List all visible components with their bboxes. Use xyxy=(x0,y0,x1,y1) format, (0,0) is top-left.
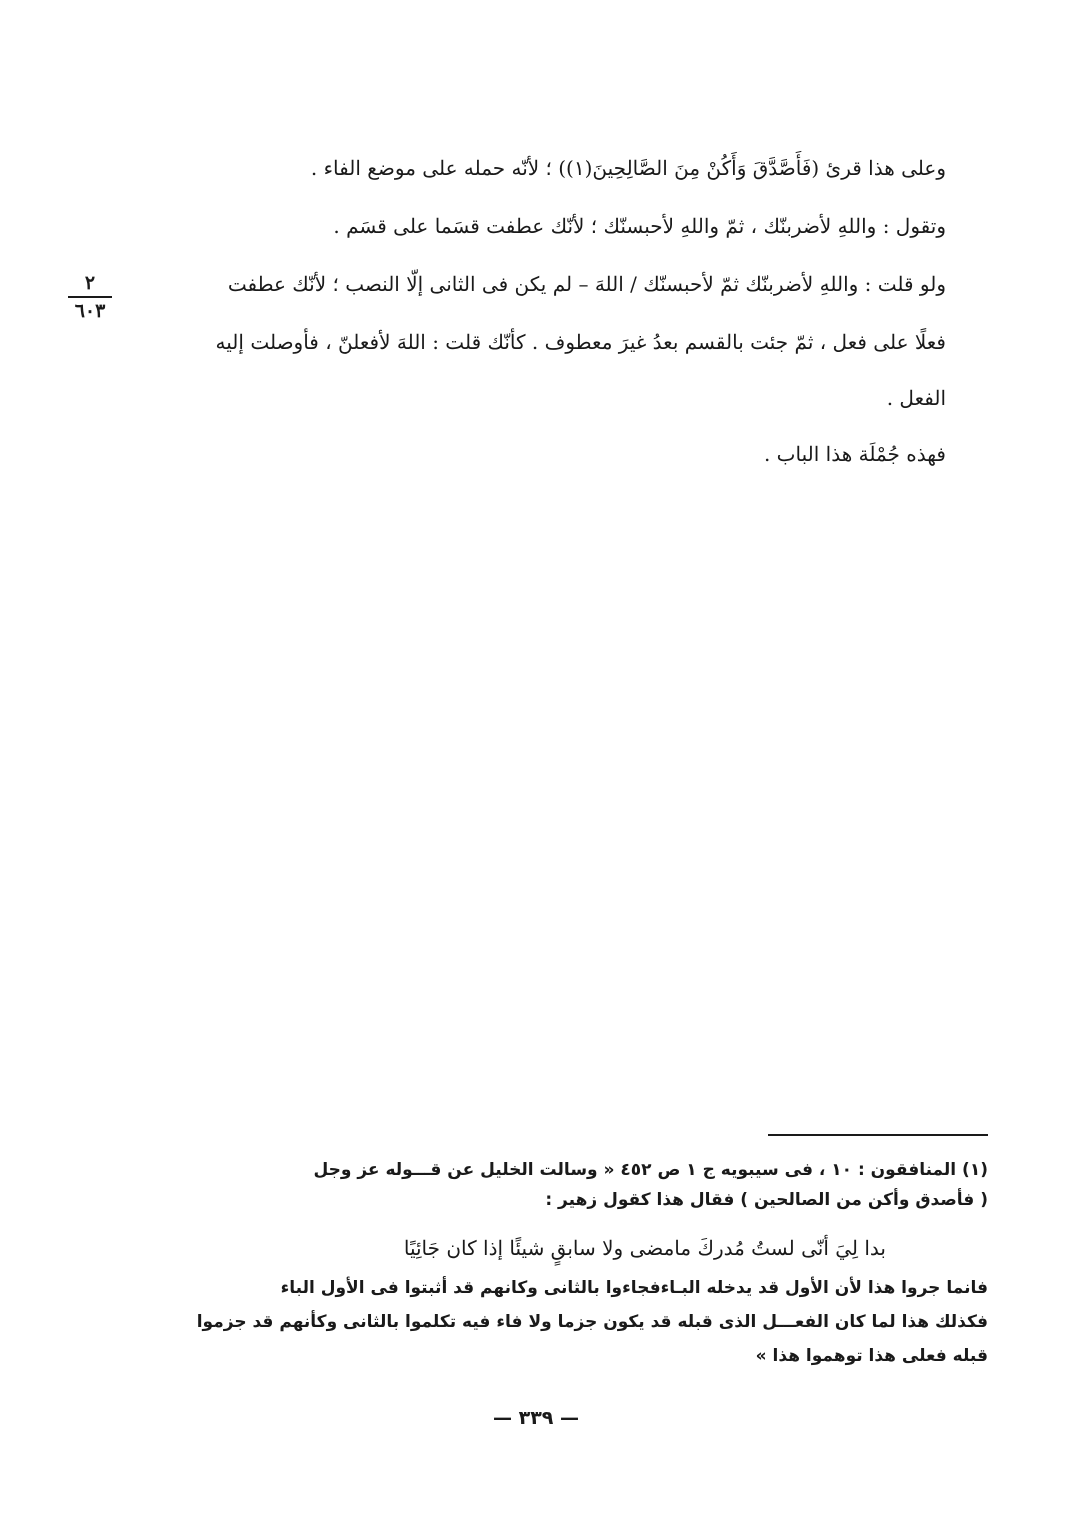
margin-page-reference xyxy=(62,272,118,322)
footnote-line-5: قبله فعلى هذا توهموا هذا » xyxy=(755,1346,988,1366)
page-number: — ٣٣٩ — xyxy=(492,1407,580,1429)
footnote-verse: بدا لِيَ أنّى لستُ مُدركَ مامضى ولا سابقٍ شيئًا إذا كان جَائِيًا xyxy=(403,1236,886,1260)
body-line-1: وعلى هذا قرئ (فَأَصَّدَّقَ وَأَكُنْ مِنَ الصَّالِحِينَ(١)) ؛ لأنّه حمله على موضع الفاء . xyxy=(310,156,946,180)
margin-ref-divider xyxy=(68,296,112,298)
footnote-line-2: ( فأصدق وأكن من الصالحين ) فقال هذا كقول زهير : xyxy=(545,1190,988,1210)
footnote-line-1: (١) المنافقون : ١٠ ، فى سيبويه ج ١ ص ٤٥٢ « وسالت الخليل عن قـــوله عز وجل xyxy=(313,1160,988,1180)
body-line-4: فعلًا على فعل ، ثمّ جئت بالقسم بعدُ غيرَ معطوف . كأنّك قلت : اللهَ لأفعلنّ ، فأوصلت إليه xyxy=(215,330,946,354)
footnote-line-4: فكذلك هذا لما كان الفعـــل الذى قبله قد يكون جزما ولا فاء فيه تكلموا بالثانى وكأنهم قد جزموا xyxy=(196,1312,988,1332)
body-line-3: ولو قلت : واللهِ لأضربنّك ثمّ لأحبسنّك / اللهَ – لم يكن فى الثانى إلّا النصب ؛ لأنّك عطفت xyxy=(227,272,946,296)
body-line-2: وتقول : واللهِ لأضربنّك ، ثمّ واللهِ لأحبسنّك ؛ لأنّك عطفت قسَما على قسَم . xyxy=(333,214,946,238)
body-line-6: فهذه جُمْلَة هذا الباب . xyxy=(763,442,946,466)
body-line-5: الفعل . xyxy=(886,386,946,410)
footnote-line-3: فانما جروا هذا لأن الأول قد يدخله البـاءفجاءوا بالثانى وكانهم قد أثبتوا فى الأول الباء xyxy=(280,1278,988,1298)
margin-ref-top: ٢ xyxy=(84,272,96,294)
footnote-divider xyxy=(768,1134,988,1136)
margin-ref-bottom: ٦٠٣ xyxy=(74,300,106,322)
